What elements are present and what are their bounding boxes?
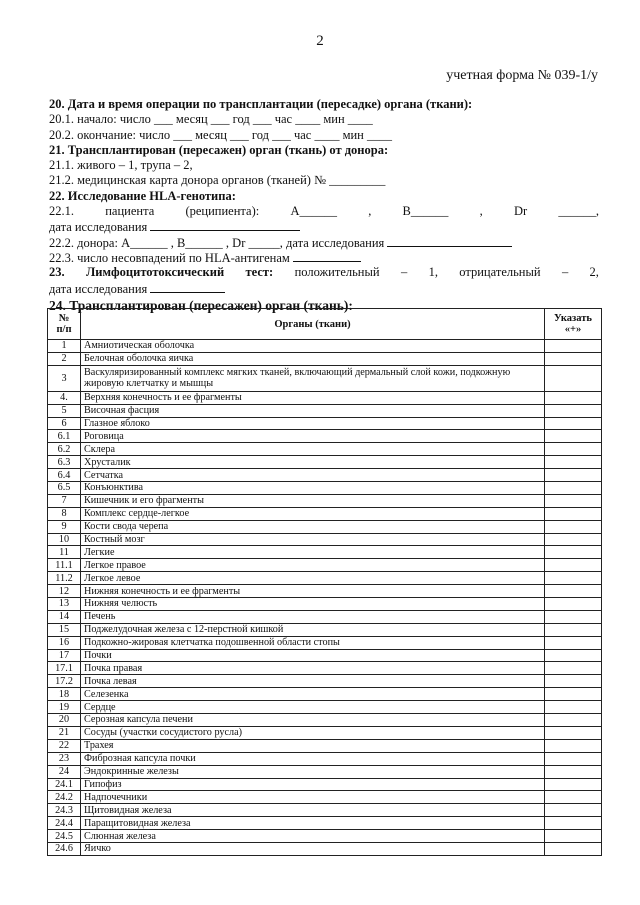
mark-cell[interactable] <box>545 778 602 791</box>
mark-cell[interactable] <box>545 417 602 430</box>
row-number: 24.2 <box>48 791 81 804</box>
table-row <box>48 559 602 572</box>
mark-cell[interactable] <box>545 662 602 675</box>
count-underline <box>293 250 361 262</box>
table-row <box>48 365 602 391</box>
row-number: 11.2 <box>48 572 81 585</box>
row-number: 24 <box>48 765 81 778</box>
mark-cell[interactable] <box>545 817 602 830</box>
page-number: 2 <box>316 33 324 49</box>
mark-cell[interactable] <box>545 623 602 636</box>
table-row <box>48 533 602 546</box>
row-number: 2 <box>48 352 81 365</box>
row-number: 6 <box>48 417 81 430</box>
organ-name: Серозная капсула печени <box>81 714 545 727</box>
organ-name: Конъюнктива <box>81 482 545 495</box>
organ-name: Почка левая <box>81 675 545 688</box>
mark-cell[interactable] <box>545 714 602 727</box>
mark-cell[interactable] <box>545 585 602 598</box>
table-row <box>48 417 602 430</box>
row-number: 17 <box>48 649 81 662</box>
table-row <box>48 739 602 752</box>
organ-name: Хрусталик <box>81 456 545 469</box>
row-number: 4. <box>48 391 81 404</box>
row-number: 3 <box>48 365 81 391</box>
row-number: 18 <box>48 688 81 701</box>
table-row <box>48 636 602 649</box>
organ-name: Подкожно-жировая клетчатка подошвенной области стопы <box>81 636 545 649</box>
s23-part: Лимфоцитотоксический <box>85 265 225 280</box>
organ-name: Кишечник и его фрагменты <box>81 494 545 507</box>
mark-cell[interactable] <box>545 469 602 482</box>
row-number: 6.2 <box>48 443 81 456</box>
section-24-title: 24. Трансплантирован (пересажен) орган (ткань): <box>49 297 353 313</box>
s23-part: 1, <box>428 265 438 280</box>
row-number: 6.4 <box>48 469 81 482</box>
col-header-organ: Органы (ткани) <box>81 309 545 340</box>
organ-name: Нижняя челюсть <box>81 598 545 611</box>
section-20-2: 20.2. окончание: число ___ месяц ___ год ___ час ____ мин ____ <box>49 127 392 142</box>
table-row <box>48 623 602 636</box>
section-22-title: 22. Исследование HLA-генотипа: <box>49 188 236 203</box>
row-number: 6.3 <box>48 456 81 469</box>
s23-part: отрицательный <box>459 265 541 280</box>
organ-name: Сосуды (участки сосудистого русла) <box>81 726 545 739</box>
row-number: 24.3 <box>48 804 81 817</box>
organ-name: Легкое левое <box>81 572 545 585</box>
s22-1-part: A______ <box>290 204 337 219</box>
row-number: 6.5 <box>48 482 81 495</box>
table-row <box>48 404 602 417</box>
section-20-title: 20. Дата и время операции по трансплантации (пересадке) органа (ткани): <box>49 97 473 111</box>
organs-table <box>47 308 602 856</box>
mark-cell[interactable] <box>545 443 602 456</box>
mark-cell[interactable] <box>545 572 602 585</box>
organ-name: Трахея <box>81 739 545 752</box>
organ-name: Надпочечники <box>81 791 545 804</box>
mark-cell[interactable] <box>545 456 602 469</box>
mark-cell[interactable] <box>545 804 602 817</box>
organ-name: Печень <box>81 610 545 623</box>
row-number: 9 <box>48 520 81 533</box>
mark-cell[interactable] <box>545 546 602 559</box>
organ-name: Склера <box>81 443 545 456</box>
row-number: 5 <box>48 404 81 417</box>
organ-name: Почка правая <box>81 662 545 675</box>
section-23 <box>49 265 599 280</box>
s22-1-part: , <box>368 204 372 219</box>
table-row <box>48 610 602 623</box>
mark-cell[interactable] <box>545 752 602 765</box>
organ-name: Роговица <box>81 430 545 443</box>
table-row <box>48 352 602 365</box>
row-number: 24.6 <box>48 842 81 855</box>
table-row <box>48 765 602 778</box>
row-number: 16 <box>48 636 81 649</box>
mark-cell[interactable] <box>545 765 602 778</box>
mark-cell[interactable] <box>545 688 602 701</box>
mark-cell[interactable] <box>545 610 602 623</box>
mark-cell[interactable] <box>545 559 602 572</box>
date-underline <box>150 281 225 293</box>
form-sections <box>49 97 599 313</box>
s22-1-part: пациента <box>105 204 155 219</box>
row-number: 11.1 <box>48 559 81 572</box>
mark-cell[interactable] <box>545 430 602 443</box>
organ-name: Поджелудочная железа с 12-перстной кишкой <box>81 623 545 636</box>
table-row <box>48 482 602 495</box>
mark-cell[interactable] <box>545 726 602 739</box>
row-number: 17.1 <box>48 662 81 675</box>
row-number: 24.1 <box>48 778 81 791</box>
mark-cell[interactable] <box>545 352 602 365</box>
table-row <box>48 714 602 727</box>
organ-name: Костный мозг <box>81 533 545 546</box>
organ-name: Легкое правое <box>81 559 545 572</box>
s23-part: тест: <box>245 265 274 280</box>
table-row <box>48 572 602 585</box>
col-header-mark: Указать «+» <box>545 309 602 340</box>
mark-cell[interactable] <box>545 520 602 533</box>
table-row <box>48 701 602 714</box>
organs-table-body <box>48 340 602 856</box>
table-row <box>48 688 602 701</box>
row-number: 22 <box>48 739 81 752</box>
row-number: 15 <box>48 623 81 636</box>
s22-1-part: ______, <box>558 204 599 219</box>
table-row <box>48 675 602 688</box>
row-number: 19 <box>48 701 81 714</box>
s22-3-text: 22.3. число несовпадений по HLA-антигенам <box>49 250 290 265</box>
s23-part: 23. <box>49 265 65 280</box>
organ-name: Белочная оболочка яичка <box>81 352 545 365</box>
table-row <box>48 598 602 611</box>
table-row <box>48 842 602 855</box>
row-number: 6.1 <box>48 430 81 443</box>
mark-cell[interactable] <box>545 391 602 404</box>
row-number: 21 <box>48 726 81 739</box>
organ-name: Легкие <box>81 546 545 559</box>
section-21-1: 21.1. живого – 1, трупа – 2, <box>49 158 193 173</box>
s23-part: – <box>561 265 569 280</box>
mark-cell[interactable] <box>545 507 602 520</box>
table-header-row <box>48 309 602 340</box>
organ-name: Глазное яблоко <box>81 417 545 430</box>
organ-name: Височная фасция <box>81 404 545 417</box>
row-number: 10 <box>48 533 81 546</box>
s22-1-part: 22.1. <box>49 204 74 219</box>
mark-cell[interactable] <box>545 791 602 804</box>
s23-date-label: дата исследования <box>49 281 148 296</box>
mark-cell[interactable] <box>545 830 602 843</box>
mark-cell[interactable] <box>545 649 602 662</box>
table-row <box>48 804 602 817</box>
organ-name: Васкуляризированный комплекс мягких тканей, включающий дермальный слой кожи, подкожную жировую клетчатку и мышцы <box>81 365 545 391</box>
section-21-title: 21. Трансплантирован (пересажен) орган (ткань) от донора: <box>49 142 389 157</box>
s23-part: – <box>400 265 408 280</box>
mark-cell[interactable] <box>545 739 602 752</box>
table-row <box>48 456 602 469</box>
organ-name: Эндокринные железы <box>81 765 545 778</box>
organ-name: Комплекс сердце-легкое <box>81 507 545 520</box>
row-number: 23 <box>48 752 81 765</box>
table-row <box>48 469 602 482</box>
row-number: 17.2 <box>48 675 81 688</box>
table-row <box>48 340 602 353</box>
mark-cell[interactable] <box>545 365 602 391</box>
table-row <box>48 546 602 559</box>
date-underline <box>150 219 300 231</box>
row-number: 24.5 <box>48 830 81 843</box>
s23-part: 2, <box>589 265 599 280</box>
table-row <box>48 585 602 598</box>
row-number: 1 <box>48 340 81 353</box>
section-20-1: 20.1. начало: число ___ месяц ___ год ___ час ____ мин ____ <box>49 112 373 127</box>
table-row <box>48 778 602 791</box>
section-22-3 <box>49 250 599 265</box>
mark-cell[interactable] <box>545 533 602 546</box>
mark-cell[interactable] <box>545 340 602 353</box>
section-22-1-date <box>49 219 599 234</box>
section-23-date <box>49 281 599 296</box>
organ-name: Яичко <box>81 842 545 855</box>
table-row <box>48 726 602 739</box>
table-row <box>48 507 602 520</box>
mark-cell[interactable] <box>545 675 602 688</box>
s22-1-part: , <box>479 204 483 219</box>
mark-cell[interactable] <box>545 701 602 714</box>
organ-name: Паращитовидная железа <box>81 817 545 830</box>
form-number: учетная форма № 039-1/у <box>446 68 598 83</box>
mark-cell[interactable] <box>545 404 602 417</box>
row-number: 24.4 <box>48 817 81 830</box>
row-number: 8 <box>48 507 81 520</box>
table-row <box>48 430 602 443</box>
organ-name: Селезенка <box>81 688 545 701</box>
s22-2-text: 22.2. донора: A______ , B______ , Dr _____, дата исследования <box>49 235 385 250</box>
col-header-num: № п/п <box>48 309 81 340</box>
mark-cell[interactable] <box>545 598 602 611</box>
mark-cell[interactable] <box>545 842 602 855</box>
row-number: 12 <box>48 585 81 598</box>
section-22-1 <box>49 204 599 219</box>
table-row <box>48 391 602 404</box>
organ-name: Щитовидная железа <box>81 804 545 817</box>
organ-name: Почки <box>81 649 545 662</box>
s22-1-date-label: дата исследования <box>49 220 148 235</box>
table-row <box>48 494 602 507</box>
s23-part: положительный <box>294 265 380 280</box>
date-underline <box>387 235 512 247</box>
table-row <box>48 443 602 456</box>
organ-name: Сердце <box>81 701 545 714</box>
table-row <box>48 662 602 675</box>
table-row <box>48 520 602 533</box>
row-number: 7 <box>48 494 81 507</box>
row-number: 11 <box>48 546 81 559</box>
s22-1-part: (реципиента): <box>185 204 260 219</box>
row-number: 20 <box>48 714 81 727</box>
table-row <box>48 830 602 843</box>
section-22-2 <box>49 235 599 250</box>
organ-name: Слюнная железа <box>81 830 545 843</box>
organ-name: Нижняя конечность и ее фрагменты <box>81 585 545 598</box>
table-row <box>48 791 602 804</box>
s22-1-part: B______ <box>402 204 449 219</box>
organ-name: Верхняя конечность и ее фрагменты <box>81 391 545 404</box>
mark-cell[interactable] <box>545 636 602 649</box>
organ-name: Сетчатка <box>81 469 545 482</box>
organ-name: Гипофиз <box>81 778 545 791</box>
table-row <box>48 649 602 662</box>
s22-1-part: Dr <box>513 204 528 219</box>
mark-cell[interactable] <box>545 494 602 507</box>
table-row <box>48 752 602 765</box>
row-number: 14 <box>48 610 81 623</box>
row-number: 13 <box>48 598 81 611</box>
section-21-2: 21.2. медицинская карта донора органов (тканей) № _________ <box>49 173 386 188</box>
organ-name: Фиброзная капсула почки <box>81 752 545 765</box>
organ-name: Кости свода черепа <box>81 520 545 533</box>
organ-name: Амниотическая оболочка <box>81 340 545 353</box>
mark-cell[interactable] <box>545 482 602 495</box>
table-row <box>48 817 602 830</box>
